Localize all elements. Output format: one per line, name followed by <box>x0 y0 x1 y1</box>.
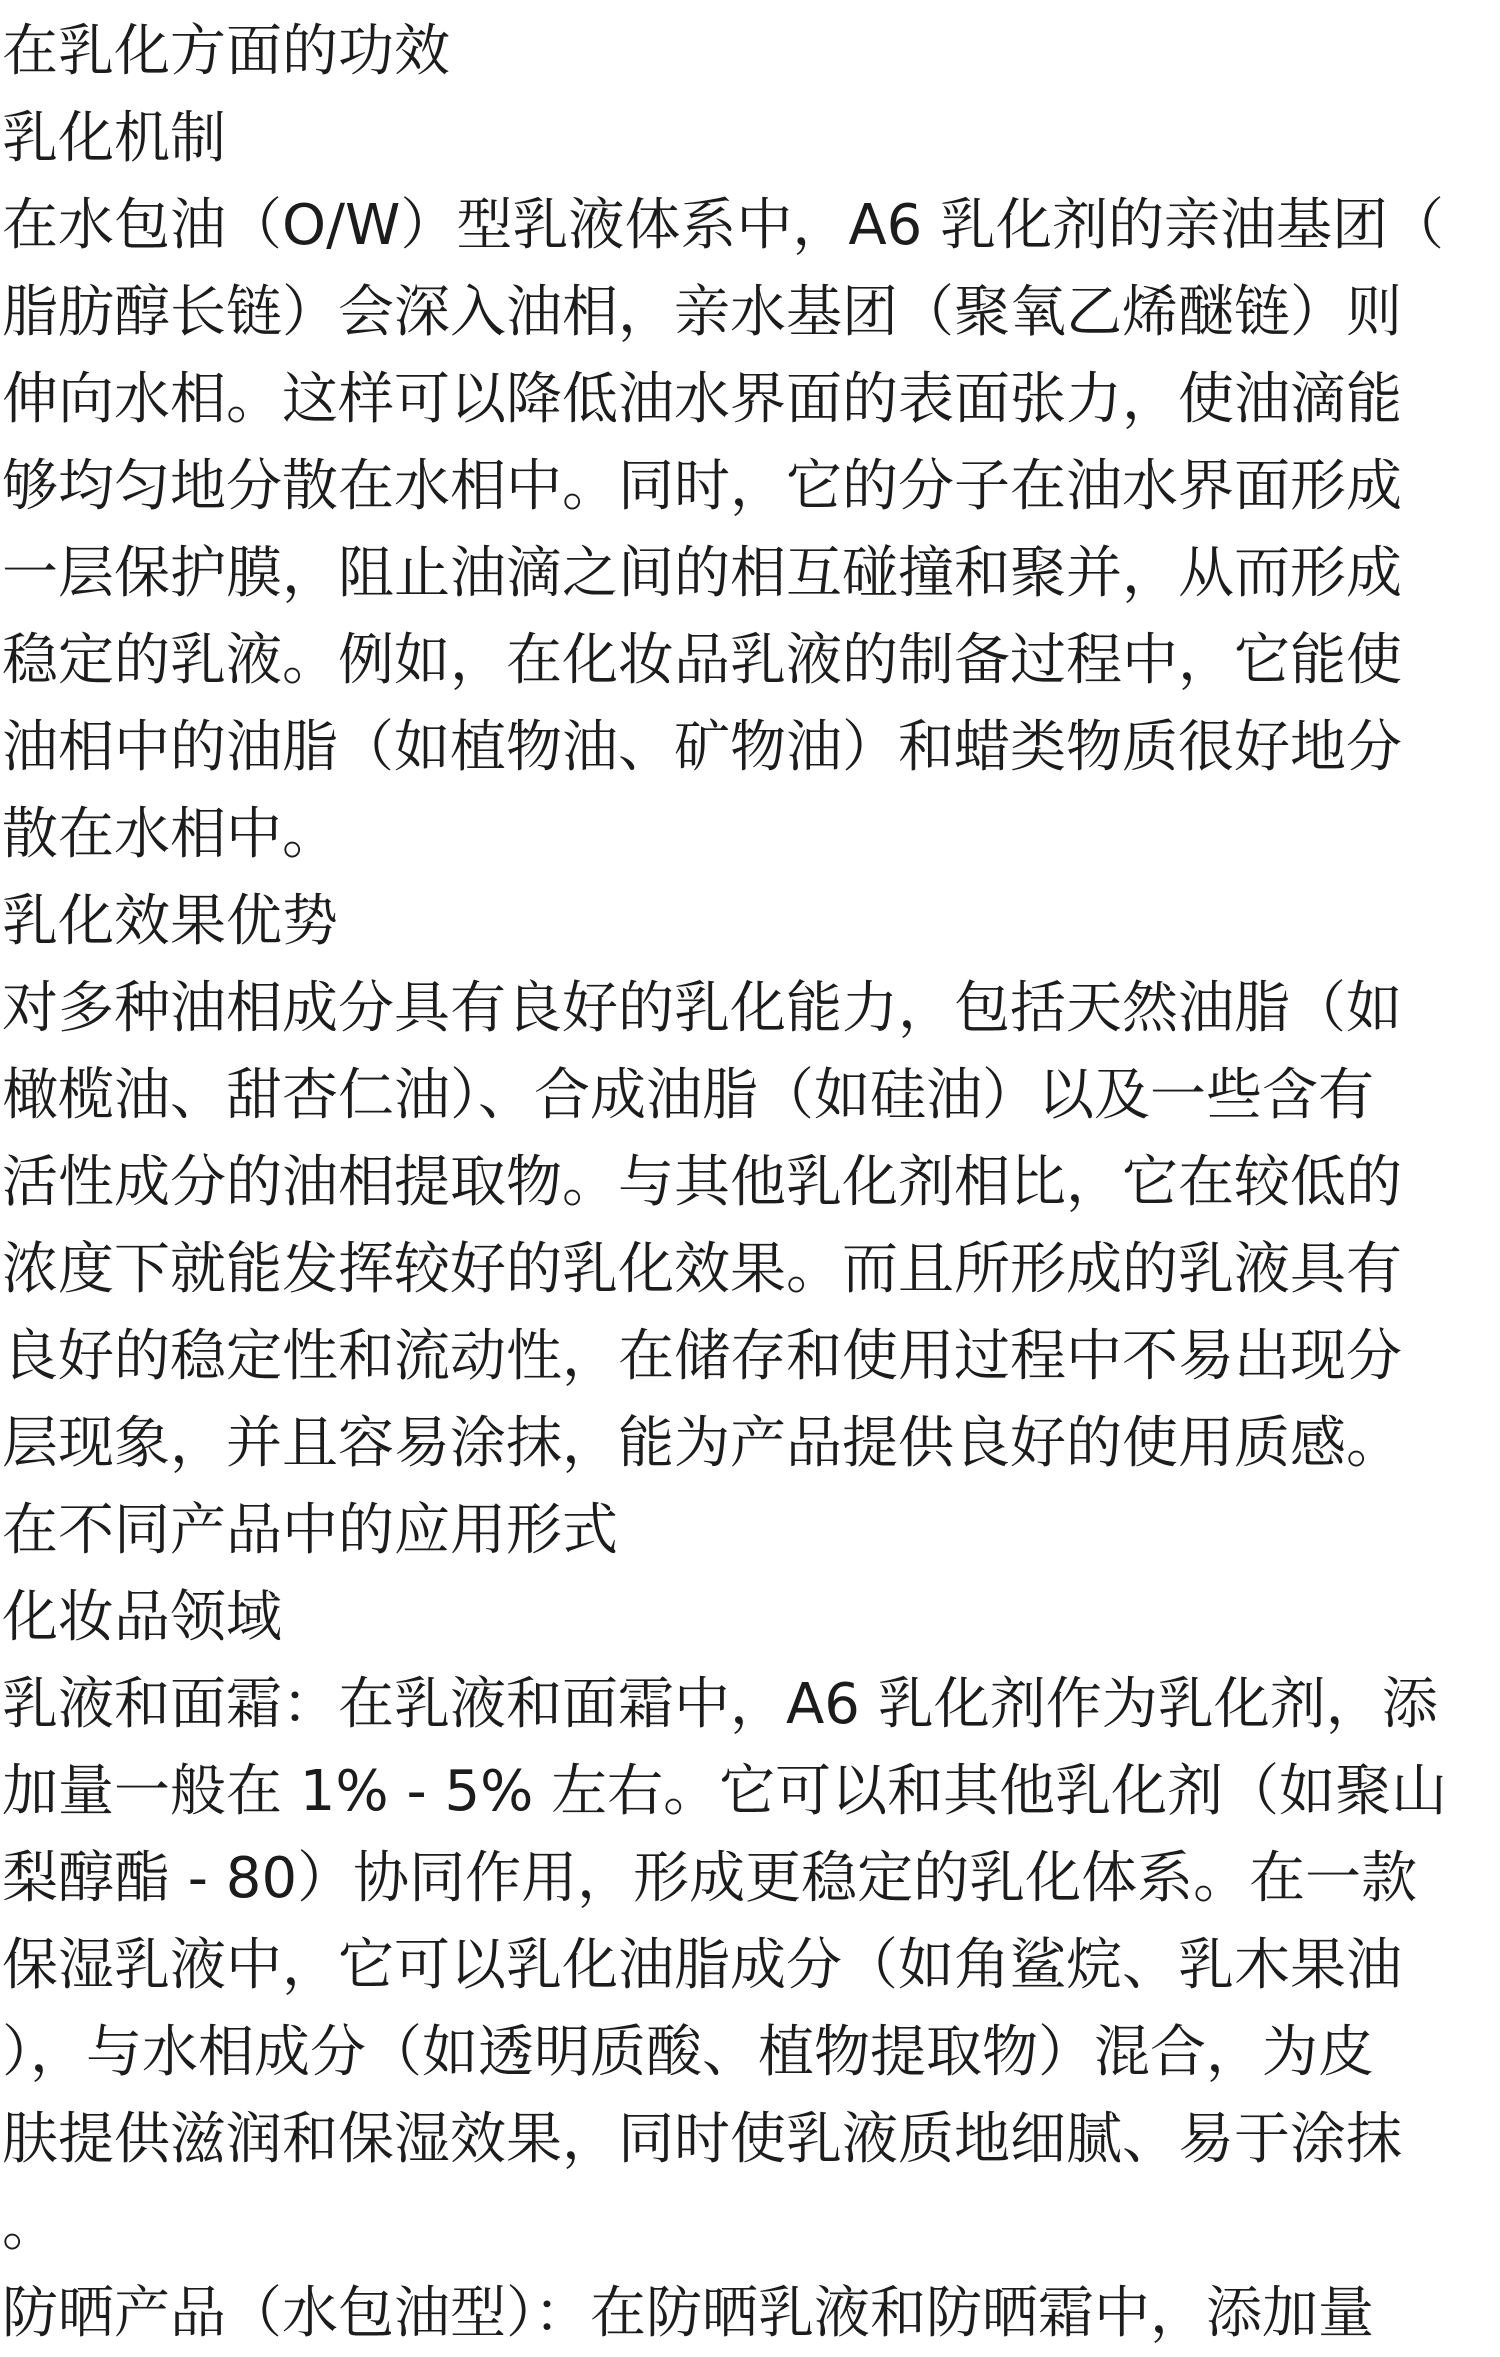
paragraph-line: 散在水相中。 <box>2 802 338 867</box>
paragraph-line: 乳液和面霜：在乳液和面霜中，A6 乳化剂作为乳化剂，添 <box>2 1672 1438 1737</box>
document-body <box>0 8 1500 2357</box>
paragraph-line: 良好的稳定性和流动性，在储存和使用过程中不易出现分 <box>2 1324 1402 1389</box>
paragraph-line: 脂肪醇长链）会深入油相，亲水基团（聚氧乙烯醚链）则 <box>2 280 1402 345</box>
paragraph-line: 伸向水相。这样可以降低油水界面的表面张力，使油滴能 <box>2 367 1402 432</box>
paragraph-line: 。 <box>2 2194 58 2259</box>
paragraph-line: 活性成分的油相提取物。与其他乳化剂相比，它在较低的 <box>2 1150 1402 1215</box>
paragraph-line-partial: 防晒产品（水包油型）：在防晒乳液和防晒霜中，添加量 <box>2 2281 1374 2346</box>
subsection-heading: 乳化效果优势 <box>2 889 338 954</box>
paragraph-line: 一层保护膜，阻止油滴之间的相互碰撞和聚并，从而形成 <box>2 541 1402 606</box>
paragraph-line: 在水包油（O/W）型乳液体系中，A6 乳化剂的亲油基团（ <box>2 193 1445 258</box>
subsection-heading: 乳化机制 <box>2 106 226 171</box>
paragraph-line: 浓度下就能发挥较好的乳化效果。而且所形成的乳液具有 <box>2 1237 1402 1302</box>
section-heading: 在不同产品中的应用形式 <box>2 1498 618 1563</box>
paragraph-line: 加量一般在 1% - 5% 左右。它可以和其他乳化剂（如聚山 <box>2 1759 1448 1824</box>
paragraph-line: 橄榄油、甜杏仁油）、合成油脂（如硅油）以及一些含有 <box>2 1063 1374 1128</box>
paragraph-line: 油相中的油脂（如植物油、矿物油）和蜡类物质很好地分 <box>2 715 1402 780</box>
section-heading: 在乳化方面的功效 <box>2 19 450 84</box>
paragraph-line: 稳定的乳液。例如，在化妆品乳液的制备过程中，它能使 <box>2 628 1402 693</box>
subsection-heading: 化妆品领域 <box>2 1585 282 1650</box>
paragraph-line: 保湿乳液中，它可以乳化油脂成分（如角鲨烷、乳木果油 <box>2 1933 1402 1998</box>
paragraph-line: 层现象，并且容易涂抹，能为产品提供良好的使用质感。 <box>2 1411 1402 1476</box>
paragraph-line: ），与水相成分（如透明质酸、植物提取物）混合，为皮 <box>2 2020 1374 2085</box>
paragraph-line: 对多种油相成分具有良好的乳化能力，包括天然油脂（如 <box>2 976 1402 1041</box>
paragraph-line: 够均匀地分散在水相中。同时，它的分子在油水界面形成 <box>2 454 1402 519</box>
paragraph-line: 梨醇酯 - 80）协同作用，形成更稳定的乳化体系。在一款 <box>2 1846 1418 1911</box>
paragraph-line: 肤提供滋润和保湿效果，同时使乳液质地细腻、易于涂抹 <box>2 2107 1402 2172</box>
